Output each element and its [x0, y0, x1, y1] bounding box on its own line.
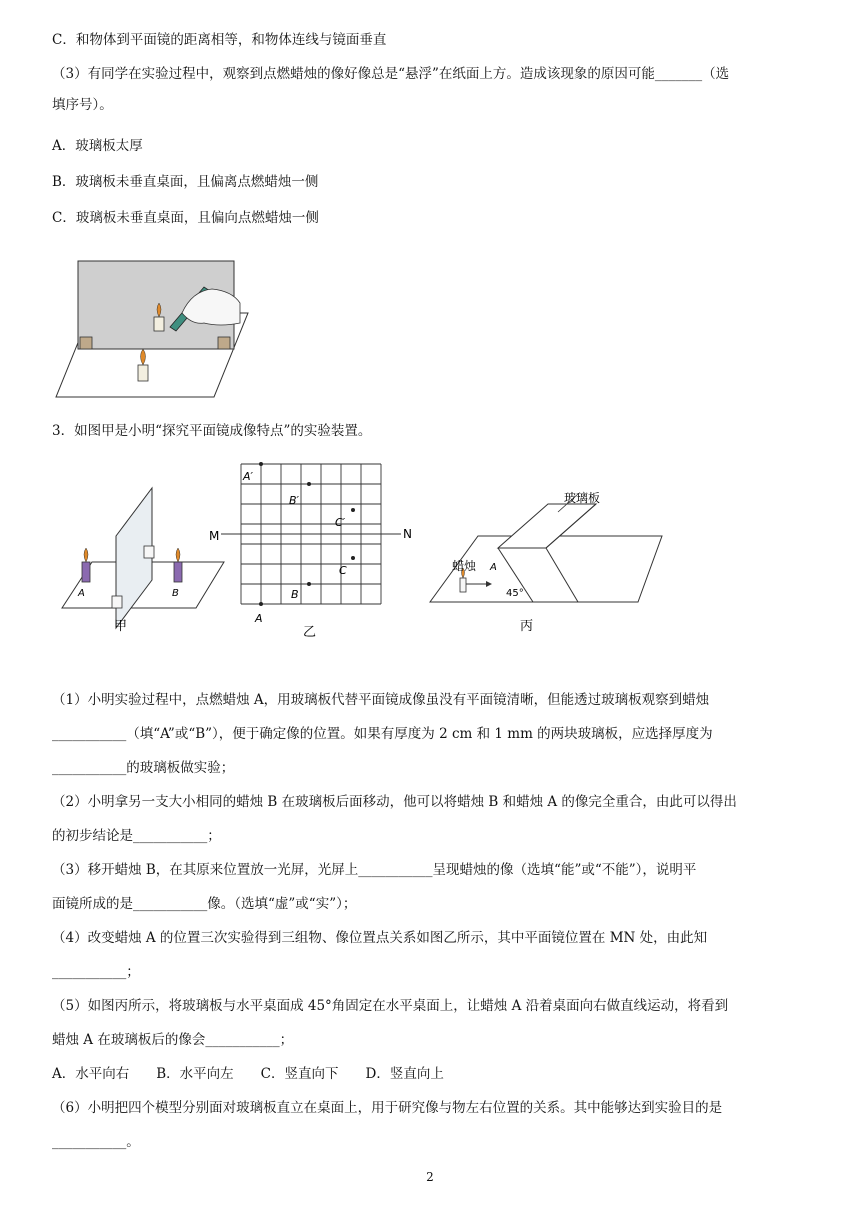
q3-part6-line1: （6）小明把四个模型分别面对玻璃板直立在桌面上，用于研究像与物左右位置的关系。其中能够达到实验目的是 [52, 1100, 723, 1116]
option-b-line: B．玻璃板未垂直桌面，且偏离点燃蜡烛一侧 [52, 174, 319, 190]
bing-point-label: A [490, 562, 497, 573]
yi-caption: 乙 [303, 625, 317, 640]
yi-point-b: B [291, 588, 299, 601]
figure-bing [428, 480, 668, 640]
q3-part5-line1: （5）如图丙所示，将玻璃板与水平桌面成 45°角固定在水平桌面上，让蜡烛 A 沿着桌面向右做直线运动，将看到 [52, 998, 729, 1014]
jia-label-b: B [172, 588, 179, 599]
yi-point-a: A [255, 612, 263, 625]
yi-label-n: N [403, 527, 412, 541]
q3-part3-line2: 面镜所成的是___________像。（选填“虚”或“实”）； [52, 896, 357, 912]
q3-part5-options: A．水平向右 B．水平向左 C．竖直向下 D．竖直向上 [52, 1066, 444, 1082]
option-a-line: A．玻璃板太厚 [52, 138, 143, 154]
yi-point-a-img: A′ [243, 470, 254, 483]
q3-part1-line1: （1）小明实验过程中，点燃蜡烛 A，用玻璃板代替平面镜成像虽没有平面镜清晰，但能透过玻璃板观察到蜡烛 [52, 692, 710, 708]
q3-part1-line2: ___________（填“A”或“B”），便于确定像的位置。如果有厚度为 2 cm 和 1 mm 的两块玻璃板，应选择厚度为 [52, 726, 713, 742]
bing-candle-label: 蜡烛 [452, 559, 477, 573]
page-number: 2 [426, 1170, 434, 1184]
bing-caption: 丙 [520, 619, 534, 634]
question-3-title: 3．如图甲是小明“探究平面镜成像特点”的实验装置。 [52, 423, 372, 439]
q3-part4-line1: （4）改变蜡烛 A 的位置三次实验得到三组物、像位置点关系如图乙所示，其中平面镜位置在 MN 处，由此知 [52, 930, 708, 946]
q3-part4-line2: ___________； [52, 964, 140, 980]
yi-point-c: C [339, 564, 347, 577]
jia-caption: 甲 [114, 619, 128, 634]
q3-part2-line1: （2）小明拿另一支大小相同的蜡烛 B 在玻璃板后面移动，他可以将蜡烛 B 和蜡烛 A 的像完全重合，由此可以得出 [52, 794, 737, 810]
bing-glass-label: 玻璃板 [564, 491, 601, 505]
yi-point-b-img: B′ [289, 494, 300, 507]
q3-part6-line2: ___________。 [52, 1134, 140, 1150]
glass-plate-illustration [52, 255, 252, 405]
q3-part3-line1: （3）移开蜡烛 B，在其原来位置放一光屏，光屏上___________呈现蜡烛的像（选填“能”或“不能”），说明平 [52, 862, 697, 878]
jia-label-a: A [78, 588, 85, 599]
option-c2-line: C．玻璃板未垂直桌面，且偏向点燃蜡烛一侧 [52, 210, 319, 226]
option-c-line: C．和物体到平面镜的距离相等，和物体连线与镜面垂直 [52, 32, 387, 48]
question-3-line: （3）有同学在实验过程中，观察到点燃蜡烛的像好像总是“悬浮”在纸面上方。造成该现象的原因可能_______（选 [52, 66, 730, 82]
yi-point-c-img: C′ [335, 516, 346, 529]
q3-part1-line3: ___________的玻璃板做实验； [52, 760, 235, 776]
yi-label-m: M [209, 529, 220, 543]
q3-part2-line2: 的初步结论是___________； [52, 828, 221, 844]
bing-angle-label: 45° [506, 588, 524, 599]
figure-yi-grid [205, 460, 435, 640]
question-3-cont: 填序号）。 [52, 97, 113, 113]
q3-part5-line2: 蜡烛 A 在玻璃板后的像会___________； [52, 1032, 294, 1048]
